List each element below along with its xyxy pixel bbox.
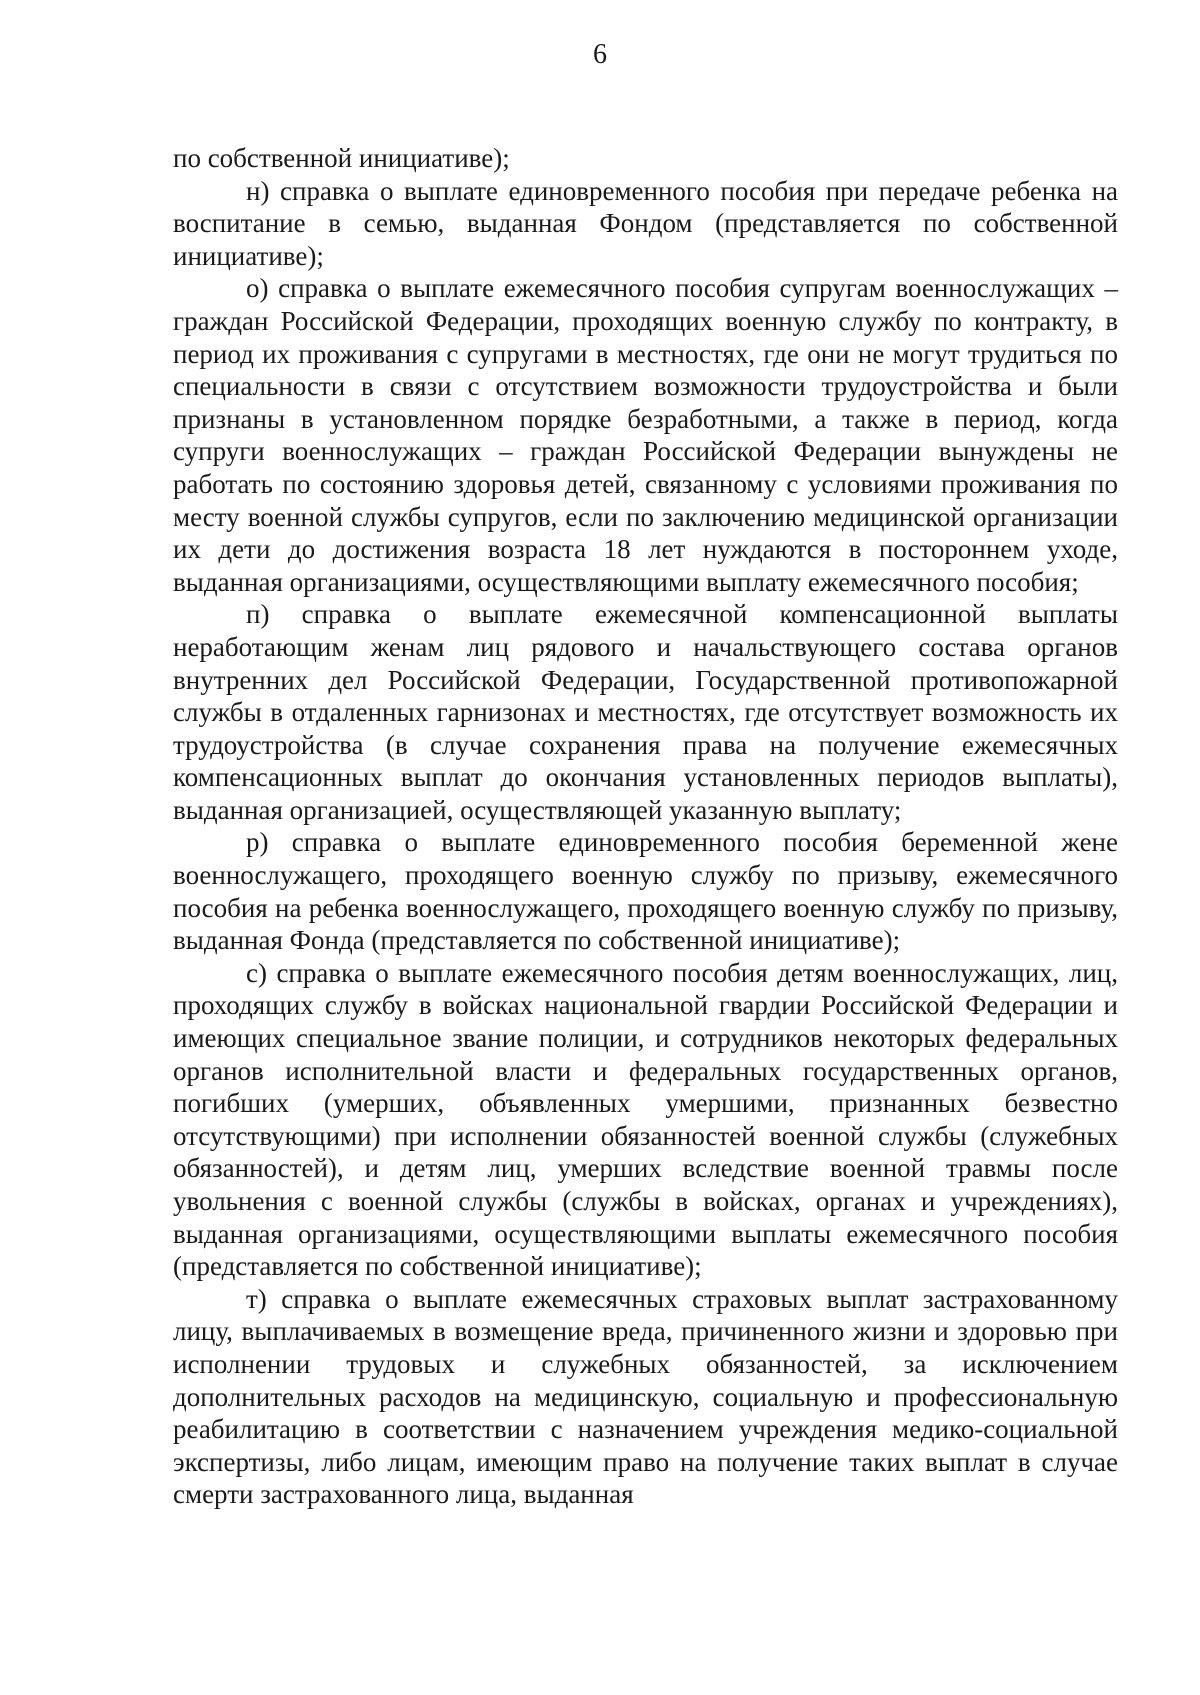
paragraph-continuation: по собственной инициативе); (173, 143, 510, 173)
list-item-n: н) справка о выплате единовременного пособия при передаче ребенка на воспитание в семью, выданная Фондом (представляется по собственной инициативе); (173, 175, 1118, 271)
list-item-r: р) справка о выплате единовременного пособия беременной жене военнослужащего, проходящего военную службу по призыву, ежемесячного пособия на ребенка военнослужащего, проходящего военную службу по призыву, выданная Фонда (представляется по собственной инициативе); (173, 827, 1118, 956)
list-item-p: п) справка о выплате ежемесячной компенсационной выплаты неработающим женам лиц рядового и начальствующего состава органов внутренних дел Российской Федерации, Государственной противопожарной службы в отдаленных гарнизонах и местностях, где отсутствует возможность их трудоустройства (в случае сохранения права на получение ежемесячных компенсационных выплат до окончания установленных периодов выплаты), выданная организацией, осуществляющей указанную выплату; (173, 599, 1118, 825)
list-item-s: с) справка о выплате ежемесячного пособия детям военнослужащих, лиц, проходящих службу в войсках национальной гвардии Российской Федерации и имеющих специальное звание полиции, и сотрудников некоторых федеральных органов исполнительной власти и федеральных государственных органов, погибших (умерших, объявленных умершими, признанных безвестно отсутствующими) при исполнении обязанностей военной службы (служебных обязанностей), и детям лиц, умерших вследствие военной травмы после увольнения с военной службы (службы в войсках, органах и учреждениях), выданная организациями, осуществляющими выплаты ежемесячного пособия (представляется по собственной инициативе); (173, 957, 1118, 1282)
document-body (173, 142, 1118, 1511)
list-item-t: т) справка о выплате ежемесячных страховых выплат застрахованному лицу, выплачиваемых в возмещение вреда, причиненного жизни и здоровью при исполнении трудовых и служебных обязанностей, за исключением дополнительных расходов на медицинскую, социальную и профессиональную реабилитацию в соответствии с назначением учреждения медико-социальной экспертизы, либо лицам, имеющим право на получение таких выплат в случае смерти застрахованного лица, выданная (173, 1283, 1118, 1510)
list-item-o: о) справка о выплате ежемесячного пособия супругам военнослужащих – граждан Российской Федерации, проходящих военную службу по контракту, в период их проживания с супругами в местностях, где они не могут трудиться по специальности в связи с отсутствием возможности трудоустройства и были признаны в установленном порядке безработными, а также в период, когда супруги военнослужащих – граждан Российской Федерации вынуждены не работать по состоянию здоровья детей, связанному с условиями проживания по месту военной службы супругов, если по заключению медицинской организации их дети до достижения возраста 18 лет нуждаются в постороннем уходе, выданная организациями, осуществляющими выплату ежемесячного пособия; (173, 273, 1118, 597)
page-number: 6 (593, 39, 607, 70)
